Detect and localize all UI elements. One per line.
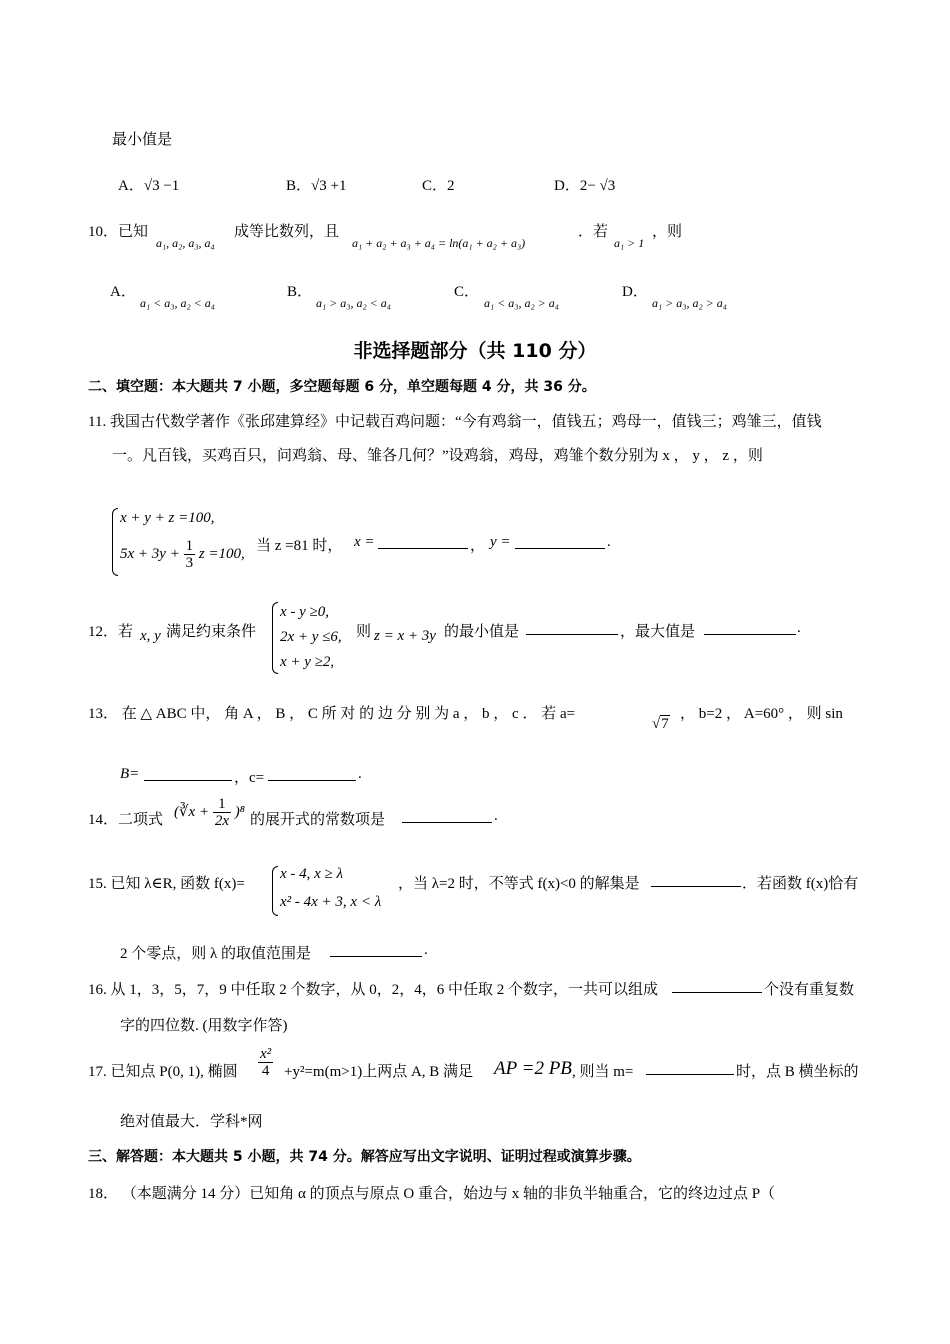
- q15-line2: 2 个零点，则 λ 的取值范围是: [120, 946, 312, 962]
- q11-condition: 当 z =81 时，: [256, 538, 343, 554]
- q9-option-a[interactable]: A．√3 −1: [118, 178, 180, 194]
- q15-range-blank[interactable]: [330, 942, 422, 957]
- q13-sinB-blank[interactable]: [144, 766, 232, 781]
- q12-max-blank[interactable]: [704, 620, 796, 635]
- q17-answer-blank[interactable]: [646, 1060, 734, 1075]
- q12-text4: ，最大值是: [620, 624, 696, 640]
- q13-sqrt7: √7: [652, 716, 669, 732]
- q11-end: .: [607, 534, 611, 550]
- part2-heading: 非选择题部分（共 110 分）: [353, 340, 597, 362]
- q16-line1: 16. 从 1，3，5，7，9 中任取 2 个数字，从 0，2，4，6 中任取 2 个数字，一共可以组成: [88, 982, 659, 998]
- q10-equation: a₁ + a₂ + a₃ + a₄ = ln(a₁ + a₂ + a₃): [352, 236, 526, 250]
- q17-vector-relation: AP =2 PB: [494, 1058, 572, 1079]
- q14-fraction: $\frac{1}{2x}$: [214, 796, 230, 829]
- q11-line2: 一。凡百钱，买鸡百只，问鸡翁、母、雏各几何？”设鸡翁，鸡母，鸡雏个数分别为 x ， y ， z ，则: [112, 448, 763, 464]
- q9-stem-tail: 最小值是: [112, 132, 173, 148]
- q15-text1: 15. 已知 λ∈R, 函数 f(x)=: [88, 876, 245, 892]
- q10-option-c-label[interactable]: C．: [454, 284, 480, 300]
- q10-option-b-expr: a₁ > a₃, a₂ < a₄: [316, 296, 391, 310]
- q10-text3: ，则: [652, 224, 683, 240]
- q15-piece2: x² - 4x + 3, x < λ: [280, 894, 382, 910]
- q11-line1: 11. 我国古代数学著作《张邱建算经》中记载百鸡问题：“今有鸡翁一，值钱五；鸡母一，值钱三；鸡雏三，值钱: [88, 414, 822, 430]
- q14-binomial: (∛x + $\frac{1}{2x}$ )⁸: [174, 796, 245, 829]
- q10-sequence: a₁, a₂, a₃, a₄: [156, 236, 215, 250]
- q14-end: .: [494, 808, 498, 824]
- q13-b-label: B=: [120, 766, 140, 782]
- q12-system-brace: [272, 602, 278, 674]
- q17-text4: 时，点 B 横坐标的: [736, 1064, 859, 1080]
- q9-option-a-expr: √3 −1: [143, 178, 180, 194]
- q10-option-b-label[interactable]: B．: [287, 284, 313, 300]
- q12-min-blank[interactable]: [526, 620, 618, 635]
- q9-option-c[interactable]: C．2: [422, 178, 455, 194]
- q9-option-d-expr: 2− √3: [579, 178, 616, 194]
- q14-answer-blank[interactable]: [402, 808, 492, 823]
- q12-end: .: [797, 620, 801, 636]
- q12-text2: 则: [356, 624, 372, 640]
- q12-vars: x, y: [140, 628, 161, 644]
- q11-system-brace: [112, 508, 118, 576]
- q13-end: .: [358, 766, 362, 782]
- q12-text1: 满足约束条件: [166, 624, 257, 640]
- q10-option-d-label[interactable]: D．: [622, 284, 648, 300]
- q10-text1: 成等比数列，且: [234, 224, 340, 240]
- q17-text3: , 则当 m=: [572, 1064, 634, 1080]
- q13-line1-tail: ， b=2 ， A=60° ， 则 sin: [680, 706, 843, 722]
- q12-constraint3: x + y ≥2,: [280, 654, 335, 670]
- q10-option-a-expr: a₁ < a₃, a₂ < a₄: [140, 296, 215, 310]
- q11-y-label: y =: [490, 534, 511, 550]
- q16-line2: 字的四位数. (用数字作答): [120, 1018, 288, 1034]
- q11-equation2: 5x + 3y + $\frac{1}{3}$ z =100,: [120, 538, 245, 571]
- part2-section-title: 二、填空题：本大题共 7 小题，多空题每题 6 分，单空题每题 4 分，共 36 分。: [88, 379, 596, 395]
- q10-option-a-label[interactable]: A．: [110, 284, 136, 300]
- q10-condition: a₁ > 1: [614, 236, 645, 250]
- q12-number: 12．若: [88, 624, 134, 640]
- q11-equation1: x + y + z =100,: [120, 510, 215, 526]
- q9-option-b[interactable]: B．√3 +1: [286, 178, 347, 194]
- q11-x-label: x =: [354, 534, 375, 550]
- q14-text2: 的展开式的常数项是: [250, 812, 386, 828]
- q10-text2: ．若: [578, 224, 609, 240]
- q11-y-blank[interactable]: [515, 534, 605, 549]
- q17-text1: 17. 已知点 P(0, 1), 椭圆: [88, 1064, 238, 1080]
- q16-line1-tail: 个没有重复数: [764, 982, 855, 998]
- q16-answer-blank[interactable]: [672, 978, 762, 993]
- q15-text2: ，当 λ=2 时，不等式 f(x)<0 的解集是: [398, 876, 640, 892]
- q9-option-d[interactable]: D．2− √3: [554, 178, 616, 194]
- q13-c-blank[interactable]: [268, 766, 356, 781]
- q12-constraint1: x - y ≥0,: [280, 604, 330, 620]
- part3-section-title: 三、解答题：本大题共 5 小题，共 74 分。解答应写出文字说明、证明过程或演算步骤。: [88, 1149, 641, 1165]
- q12-constraint2: 2x + y ≤6,: [280, 629, 342, 645]
- q11-fraction: $\frac{1}{3}$: [185, 538, 194, 571]
- q17-line2: 绝对值最大．学科*网: [120, 1114, 263, 1130]
- q13-line1: 13． 在 △ ABC 中， 角 A ， B ， C 所 对 的 边 分 别 为 a ， b ， c ． 若 a=: [88, 706, 576, 722]
- q15-piecewise-brace: [272, 866, 278, 916]
- q15-text3: ．若函数 f(x)恰有: [742, 876, 859, 892]
- q13-c-label: ，c=: [234, 770, 265, 786]
- q15-end: .: [424, 942, 428, 958]
- q11-separator: ，: [470, 538, 486, 554]
- q17-text2: +y²=m(m>1)上两点 A, B 满足: [284, 1064, 474, 1080]
- q12-text3: 的最小值是: [444, 624, 520, 640]
- q9-option-b-expr: √3 +1: [311, 178, 347, 194]
- q10-option-c-expr: a₁ < a₃, a₂ > a₄: [484, 296, 559, 310]
- q15-solution-blank[interactable]: [651, 872, 741, 887]
- q12-objective: z = x + 3y: [374, 628, 436, 644]
- q15-piece1: x - 4, x ≥ λ: [280, 866, 344, 882]
- q10-option-d-expr: a₁ > a₃, a₂ > a₄: [652, 296, 727, 310]
- q17-fraction: $\frac{\text{x²}}{4}$: [260, 1046, 272, 1079]
- q10-number: 10．已知: [88, 224, 149, 240]
- q14-text1: 14．二项式: [88, 812, 164, 828]
- q18-line1: 18． （本题满分 14 分）已知角 α 的顶点与原点 O 重合，始边与 x 轴的非负半轴重合，它的终边过点 P（: [88, 1186, 776, 1202]
- q11-x-blank[interactable]: [378, 534, 468, 549]
